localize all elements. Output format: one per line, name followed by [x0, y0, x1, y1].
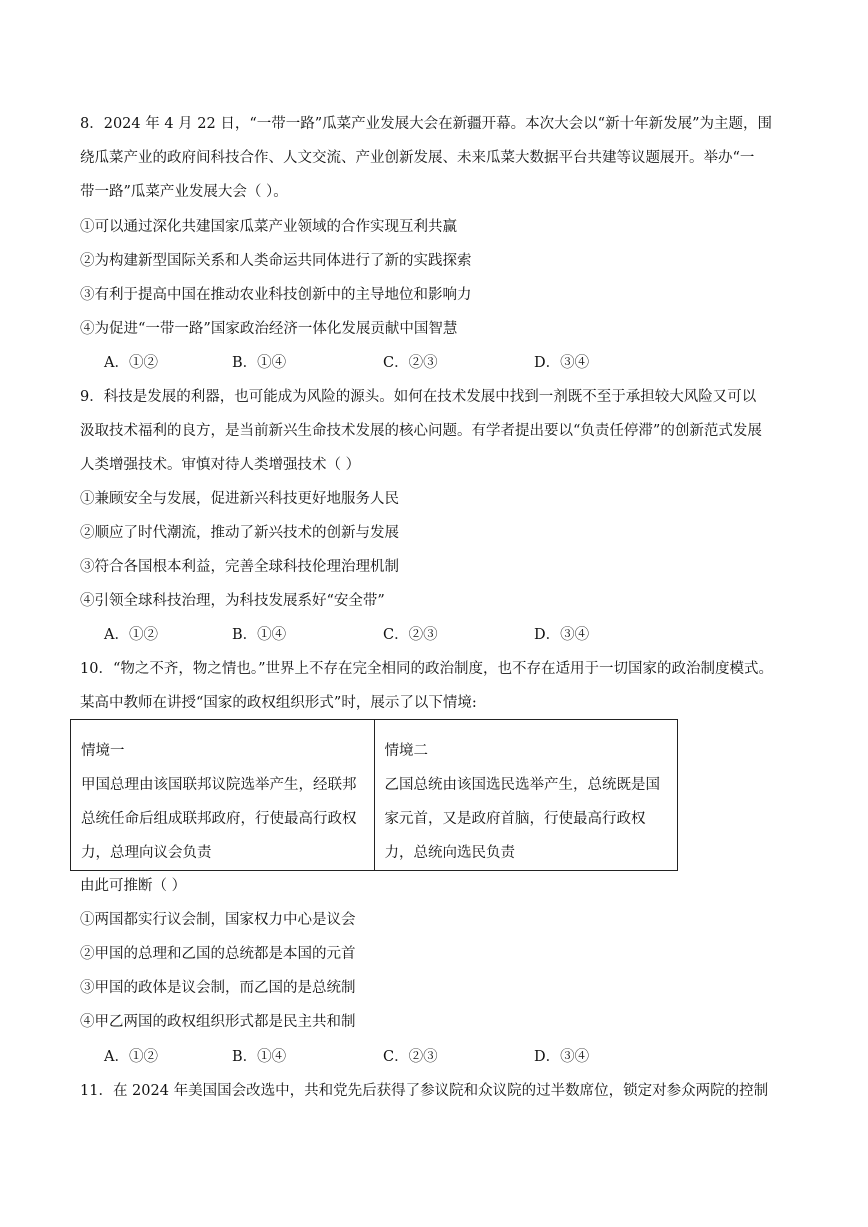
q8-stem-line-3: 带一路”瓜菜产业发展大会（ ）。	[80, 184, 288, 200]
q8-option-a[interactable]: A．①②	[104, 355, 158, 371]
q9-item-4: ④引领全球科技治理，为科技发展系好“安全带”	[80, 593, 385, 609]
q9-stem-line-1: 9．科技是发展的利器，也可能成为风险的源头。如何在技术发展中找到一剂既不至于承担较大风险又可以	[80, 389, 757, 405]
q10-item-2: ②甲国的总理和乙国的总统都是本国的元首	[80, 946, 356, 962]
q8-option-b[interactable]: B．①④	[232, 355, 287, 371]
scenario-one-cell	[71, 720, 375, 871]
scenario-table	[70, 719, 678, 871]
scenario-one-title: 情境一	[81, 743, 125, 759]
q11-stem-line-1: 11．在 2024 年美国国会改选中，共和党先后获得了参议院和众议院的过半数席位，锁定对参众两院的控制	[80, 1083, 769, 1099]
q8-item-2: ②为构建新型国际关系和人类命运共同体进行了新的实践探索	[80, 253, 472, 269]
q10-option-a[interactable]: A．①②	[104, 1049, 158, 1065]
q9-option-b[interactable]: B．①④	[232, 627, 287, 643]
q8-item-1: ①可以通过深化共建国家瓜菜产业领域的合作实现互利共赢	[80, 219, 457, 235]
q10-option-d[interactable]: D．③④	[534, 1049, 590, 1065]
q10-item-1: ①两国都实行议会制，国家权力中心是议会	[80, 912, 356, 928]
scenario-two-title: 情境二	[384, 743, 428, 759]
scenario-two-text: 乙国总统由该国选民选举产生，总统既是国家元首，又是政府首脑，行使最高行政权力，总统向选民负责	[384, 777, 660, 861]
q10-item-4: ④甲乙两国的政权组织形式都是民主共和制	[80, 1014, 356, 1030]
q9-stem-line-3: 人类增强技术。审慎对待人类增强技术（ ）	[80, 457, 361, 473]
scenario-one-text: 甲国总理由该国联邦议院选举产生，经联邦总统任命后组成联邦政府，行使最高行政权力，总理向议会负责	[81, 777, 357, 861]
q10-options	[104, 1047, 804, 1067]
q10-prompt: 由此可推断（ ）	[80, 878, 187, 894]
q8-option-c[interactable]: C．②③	[383, 355, 438, 371]
q9-stem-line-2: 汲取技术福利的良方，是当前新兴生命技术发展的核心问题。有学者提出要以“负责任停滞”的创新范式发展	[80, 423, 762, 439]
q8-option-d[interactable]: D．③④	[534, 355, 590, 371]
q8-options	[104, 353, 804, 373]
q9-item-2: ②顺应了时代潮流，推动了新兴技术的创新与发展	[80, 525, 399, 541]
q10-option-b[interactable]: B．①④	[232, 1049, 287, 1065]
q8-item-4: ④为促进“一带一路”国家政治经济一体化发展贡献中国智慧	[80, 321, 458, 337]
q10-item-3: ③甲国的政体是议会制，而乙国的是总统制	[80, 980, 356, 996]
q9-option-d[interactable]: D．③④	[534, 627, 590, 643]
q9-options	[104, 625, 804, 645]
scenario-two-cell	[374, 720, 678, 871]
q10-option-c[interactable]: C．②③	[383, 1049, 438, 1065]
q8-stem-line-2: 绕瓜菜产业的政府间科技合作、人文交流、产业创新发展、未来瓜菜大数据平台共建等议题展开。举办“一	[80, 150, 755, 166]
q8-item-3: ③有利于提高中国在推动农业科技创新中的主导地位和影响力	[80, 287, 472, 303]
q10-stem-line-2: 某高中教师在讲授“国家的政权组织形式”时，展示了以下情境:	[80, 695, 477, 711]
q9-option-a[interactable]: A．①②	[104, 627, 158, 643]
q10-stem-line-1: 10．“物之不齐，物之情也。”世界上不存在完全相同的政治制度，也不存在适用于一切国家的政治制度模式。	[80, 661, 774, 677]
q9-item-1: ①兼顾安全与发展，促进新兴科技更好地服务人民	[80, 491, 399, 507]
q9-option-c[interactable]: C．②③	[383, 627, 438, 643]
q9-item-3: ③符合各国根本利益，完善全球科技伦理治理机制	[80, 559, 399, 575]
q8-stem-line-1: 8．2024 年 4 月 22 日，“一带一路”瓜菜产业发展大会在新疆开幕。本次大会以“新十年新发展”为主题，围	[80, 116, 772, 132]
